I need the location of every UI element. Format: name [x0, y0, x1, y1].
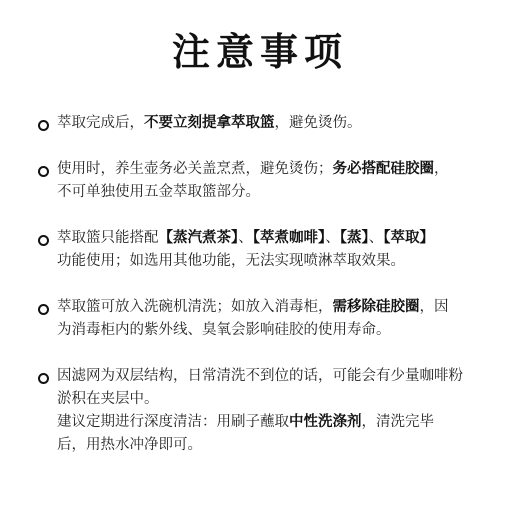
- note-line: [57, 411, 490, 434]
- note-text-emphasis: 【蒸汽煮茶】: [158, 230, 239, 246]
- note-line: [57, 319, 490, 342]
- bullet-icon: [38, 166, 49, 177]
- note-line: [57, 365, 490, 388]
- note-text-plain: 不可单独使用五金萃取篮部分。: [57, 184, 260, 200]
- note-text-emphasis: 中性洗涤剂: [289, 414, 362, 430]
- bullet-icon: [38, 304, 49, 315]
- note-line: [57, 227, 490, 250]
- note-text-plain: 萃取完成后，: [57, 115, 144, 131]
- bullet-icon: [38, 235, 49, 246]
- note-text-plain: 萃取篮可放入洗碗机清洗；如放入消毒柜，: [57, 299, 333, 315]
- note-text: [57, 112, 490, 135]
- bullet-icon: [38, 373, 49, 384]
- note-line: [57, 250, 490, 273]
- note-item: [38, 227, 490, 273]
- note-text-plain: 因滤网为双层结构，日常清洗不到位的话，可能会有少量咖啡粉: [57, 368, 463, 384]
- note-line: [57, 181, 490, 204]
- note-text-plain: 后，用热水冲净即可。: [57, 437, 202, 453]
- note-item: [38, 158, 490, 204]
- note-text-plain: ，清洗完毕: [361, 414, 434, 430]
- note-text-plain: 、: [368, 230, 384, 246]
- note-text-plain: 建议定期进行深度清洁：用刷子蘸取: [57, 414, 289, 430]
- note-text-emphasis: 【萃煮咖啡】: [252, 230, 326, 246]
- note-line: [57, 388, 490, 411]
- note-line: [57, 296, 490, 319]
- note-line: [57, 112, 490, 135]
- note-text-plain: ，因: [419, 299, 449, 315]
- note-text-plain: ，避免烫伤。: [274, 115, 362, 131]
- bullet-icon: [38, 120, 49, 131]
- note-text: [57, 296, 490, 342]
- note-text-plain: 为消毒柜内的紫外线、臭氧会影响硅胶的使用寿命。: [57, 322, 391, 338]
- note-text-plain: 萃取篮只能搭配: [57, 230, 159, 246]
- note-text-plain: 、: [238, 230, 253, 246]
- note-text: [57, 365, 490, 457]
- note-line: [57, 434, 490, 457]
- note-item: [38, 296, 490, 342]
- note-text-plain: 淤积在夹层中。: [57, 391, 159, 407]
- note-text-emphasis: 【萃取】: [383, 230, 434, 246]
- note-text-plain: ，: [434, 161, 449, 177]
- note-text-plain: 功能使用；如选用其他功能，无法实现喷淋萃取效果。: [57, 253, 405, 269]
- note-text: [57, 227, 490, 273]
- note-line: [57, 158, 490, 181]
- notes-list: [0, 112, 520, 457]
- note-text: [57, 158, 490, 204]
- note-text-emphasis: 【蒸】: [339, 230, 369, 246]
- note-text-plain: 、: [325, 230, 340, 246]
- note-text-emphasis: 不要立刻提拿萃取篮: [144, 115, 275, 131]
- note-text-emphasis: 需移除硅胶圈: [332, 299, 420, 315]
- note-text-emphasis: 务必搭配硅胶圈: [332, 161, 434, 177]
- page-title: 注意事项: [171, 30, 348, 74]
- note-item: [38, 112, 490, 135]
- note-item: [38, 365, 490, 457]
- note-text-plain: 使用时，养生壶务必关盖烹煮，避免烫伤；: [57, 161, 333, 177]
